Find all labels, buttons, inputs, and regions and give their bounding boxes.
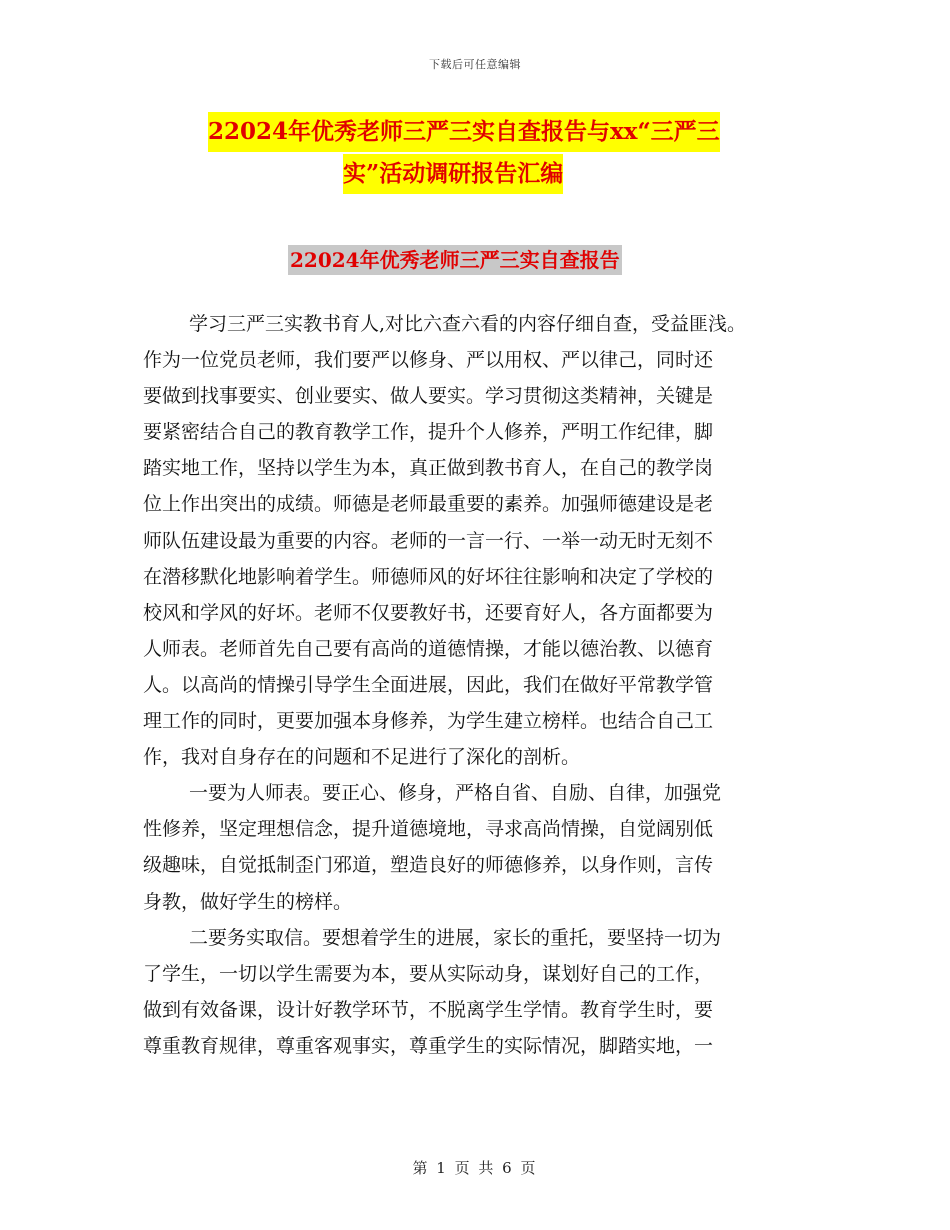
body-line: 人师表。老师首先自己要有高尚的道德情操，才能以德治教、以德育 <box>143 637 714 660</box>
section-heading: 22024年优秀老师三严三实自查报告 <box>288 245 622 275</box>
body-line: 理工作的同时，更要加强本身修养，为学生建立榜样。也结合自己工 <box>143 710 714 733</box>
page-number: 第 1 页 共 6 页 <box>412 1159 538 1177</box>
body-line: 了学生，一切以学生需要为本，要从实际动身，谋划好自己的工作， <box>143 962 714 985</box>
title-line-2: 实”活动调研报告汇编 <box>343 154 563 194</box>
body-line: 做到有效备课，设计好教学环节，不脱离学生学情。教育学生时，要 <box>143 998 714 1021</box>
body-line: 尊重教育规律，尊重客观事实，尊重学生的实际情况，脚踏实地，一 <box>143 1034 714 1057</box>
body-line: 作为一位党员老师，我们要严以修身、严以用权、严以律己，同时还 <box>143 349 714 372</box>
title-line-1: 22024年优秀老师三严三实自查报告与xx“三严三 <box>208 112 720 152</box>
body-line: 在潜移默化地影响着学生。师德师风的好坏往往影响和决定了学校的 <box>143 565 714 588</box>
body-line: 师队伍建设最为重要的内容。老师的一言一行、一举一动无时无刻不 <box>143 529 714 552</box>
body-line: 作，我对自身存在的问题和不足进行了深化的剖析。 <box>143 746 581 769</box>
body-line: 学习三严三实教书育人,对比六查六看的内容仔细自查，受益匪浅。 <box>189 313 747 335</box>
body-line: 身教，做好学生的榜样。 <box>143 890 353 913</box>
body-line: 要紧密结合自己的教育教学工作，提升个人修养，严明工作纪律，脚 <box>143 421 714 444</box>
body-line: 位上作出突出的成绩。师德是老师最重要的素养。加强师德建设是老 <box>143 493 714 516</box>
body-line: 校风和学风的好坏。老师不仅要教好书，还要育好人，各方面都要为 <box>143 601 714 624</box>
body-line: 级趣味，自觉抵制歪门邪道，塑造良好的师德修养，以身作则，言传 <box>143 854 714 877</box>
body-line: 性修养，坚定理想信念，提升道德境地，寻求高尚情操，自觉阔别低 <box>143 818 714 841</box>
body-line: 人。以高尚的情操引导学生全面进展，因此，我们在做好平常教学管 <box>143 673 714 696</box>
page-header-note: 下载后可任意编辑 <box>429 58 521 71</box>
body-line: 踏实地工作，坚持以学生为本，真正做到教书育人，在自己的教学岗 <box>143 457 714 480</box>
document-body <box>143 306 823 1064</box>
body-line: 一要为人师表。要正心、修身，严格自省、自励、自律，加强党 <box>189 782 722 805</box>
body-line: 二要务实取信。要想着学生的进展，家长的重托，要坚持一切为 <box>189 926 722 949</box>
body-line: 要做到找事要实、创业要实、做人要实。学习贯彻这类精神，关键是 <box>143 385 714 408</box>
